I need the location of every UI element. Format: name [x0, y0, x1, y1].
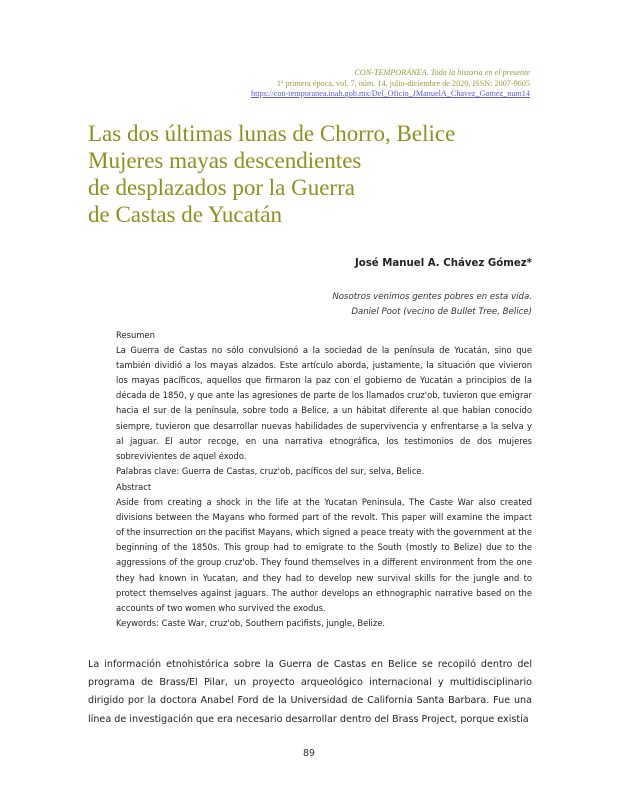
resumen-heading: Resumen	[116, 330, 155, 340]
title-line: de Castas de Yucatán	[88, 202, 282, 227]
article-title	[88, 120, 548, 228]
title-line: Las dos últimas lunas de Chorro, Belice	[88, 121, 456, 146]
abstract-text: Aside from creating a shock in the life at the Yucatan Peninsula, The Caste War also created divisions between the Mayans who formed part of the revolt. This paper will examine the impact of the insurrection on the pacifist Mayans, which signed a peace treaty with the government at the beginning of the 1850s. This group had to emigrate to the South (mostly to Belize) due to the aggressions of the group cruz'ob. They found themselves in a different environment from the one they had known in Yucatan, and they had to develop new survival skills for the jungle and to protect themselves against jaguars. The author develops an ethnographic narrative based on the accounts of two women who survived the exodus.	[116, 497, 532, 613]
resumen-text: La Guerra de Castas no sólo convulsionó a la sociedad de la península de Yucatán, sino que también dividió a los mayas alzados. Este artículo aborda, justamente, la situación que vivieron los mayas pacíficos, aquellos que firmaron la paz con el gobierno de Yucatán a principios de la década de 1850, y que ante las agresiones de parte de los llamados cruz'ob, tuvieron que emigrar hacia el sur de la península, sobre todo a Belice, a un hábitat diferente al que habían conocido siempre, tuvieron que desarrollar nuevas habilidades de supervivencia y enfrentarse a la selva y al jaguar. El autor recoge, en una narrativa etnográfica, los testimonios de dos mujeres sobrevivientes de aquel éxodo.	[116, 345, 532, 461]
title-line: de desplazados por la Guerra	[88, 175, 355, 200]
epigraph	[332, 290, 532, 320]
epigraph-attribution: Daniel Poot (vecino de Bullet Tree, Belice)	[351, 307, 532, 317]
resumen-section	[116, 328, 532, 479]
journal-header	[251, 68, 530, 100]
resumen-keywords: Palabras clave: Guerra de Castas, cruz'ob, pacíficos del sur, selva, Belice.	[116, 465, 425, 476]
abstract-keywords: Keywords: Caste War, cruz'ob, Southern pacifists, jungle, Belize.	[116, 617, 386, 628]
body-paragraph: La información etnohistórica sobre la Guerra de Castas en Belice se recopiló dentro del programa de Brass/El Pilar, un proyecto arqueológico internacional y multidisciplinario dirigido por la doctora Anabel Ford de la Universidad de California Santa Barbara. Fue una línea de investigación que era necesario desarrollar dentro del Brass Project, porque existía	[88, 659, 532, 725]
article-url-link[interactable]: https://con-temporanea.inah.gob.mx/Del_Oficio_JManuelA_Chavez_Gomez_num14	[251, 89, 530, 99]
epigraph-quote: Nosotros venimos gentes pobres en esta vida.	[332, 292, 532, 302]
author-name: José Manuel A. Chávez Gómez*	[354, 258, 532, 269]
journal-volume: 1ª primera época, vol. 7, núm. 14, julio-diciembre de 2020, ISSN: 2007-9605	[276, 78, 530, 88]
abstract-section	[116, 480, 532, 631]
page-number: 89	[303, 748, 315, 759]
abstract-heading: Abstract	[116, 482, 152, 492]
journal-name: CON-TEMPORÁNEA. Toda la historia en el presente	[354, 68, 530, 77]
title-line: Mujeres mayas descendientes	[88, 148, 362, 173]
